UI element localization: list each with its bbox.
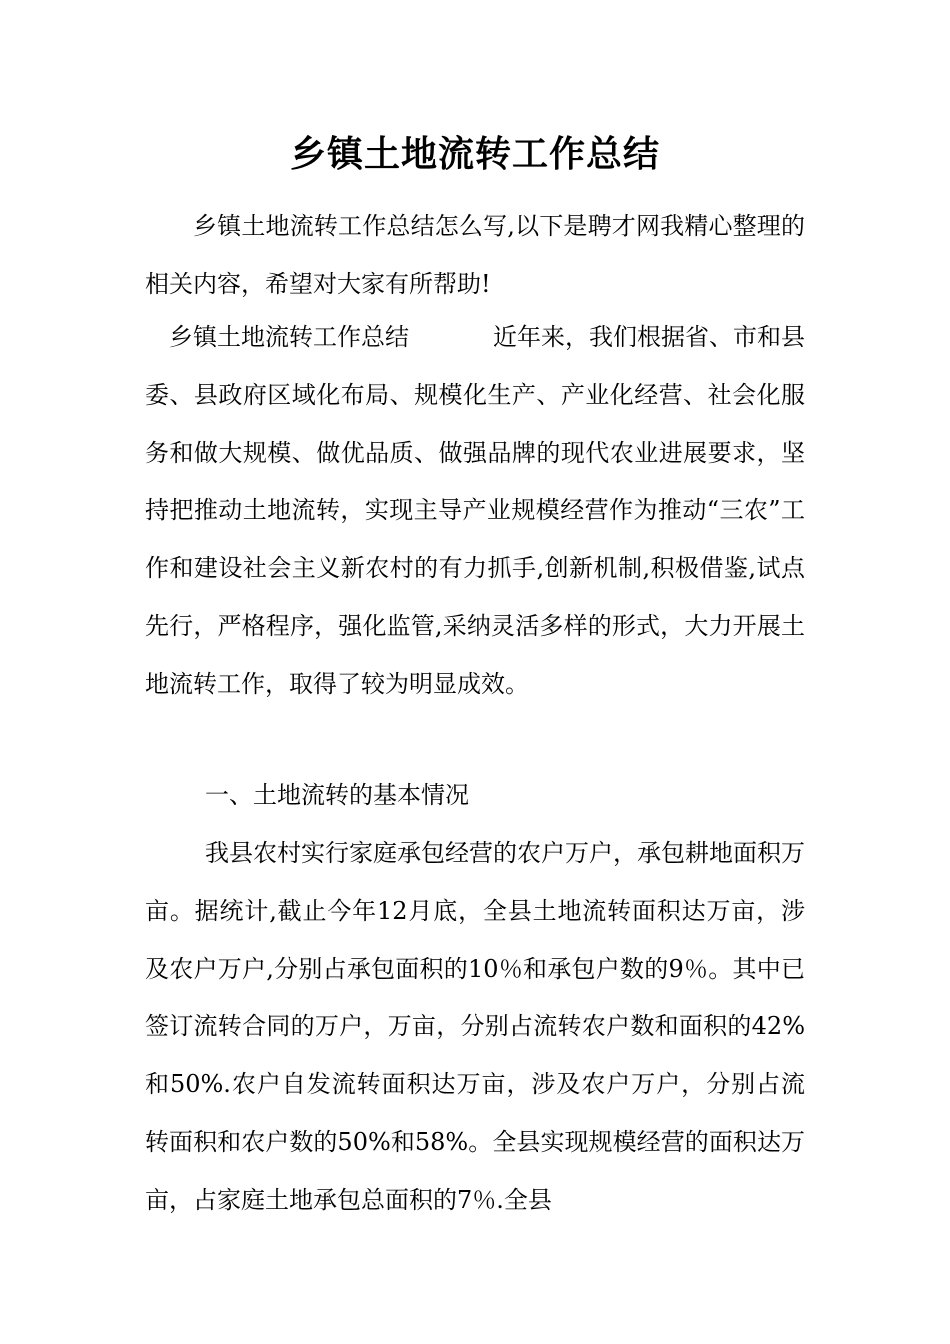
main-paragraph-text: 近年来，我们根据省、市和县委、县政府区域化布局、规模化生产、产业化经营、社会化服务和做大规模、做优品质、做强品牌的现代农业进展要求，坚持把推动土地流转，实现主导产业规模经营作为推动“三农”工作和建设社会主义新农村的有力抓手,创新机制,积极借鉴,试点先行，严格程序，强化监管,采纳灵活多样的形式，大力开展土地流转工作，取得了较为明显成效。 <box>145 323 805 698</box>
document-title: 乡镇土地流转工作总结 <box>289 133 660 175</box>
section1-heading: 一、土地流转的基本情况 <box>205 781 469 809</box>
document-body-section1-text <box>145 825 805 1230</box>
document-body-main <box>145 309 805 714</box>
intro-paragraph: 乡镇土地流转工作总结怎么写,以下是聘才网我精心整理的相关内容，希望对大家有所帮助! <box>145 212 805 298</box>
section1-paragraph: 我县农村实行家庭承包经营的农户万户，承包耕地面积万亩。据统计,截止今年12月底，全县土地流转面积达万亩，涉及农户万户,分别占承包面积的10％和承包户数的9％。其中已签订流转合同的万户，万亩，分别占流转农户数和面积的42%和50%.农户自发流转面积达万亩，涉及农户万户，分别占流转面积和农户数的50%和58%。全县实现规模经营的面积达万亩，占家庭土地承包总面积的7％.全县 <box>145 839 805 1214</box>
document-body <box>145 198 805 314</box>
main-paragraph <box>145 309 805 714</box>
main-inline-heading: 乡镇土地流转工作总结 <box>169 323 409 351</box>
document-body-section1 <box>145 767 805 825</box>
